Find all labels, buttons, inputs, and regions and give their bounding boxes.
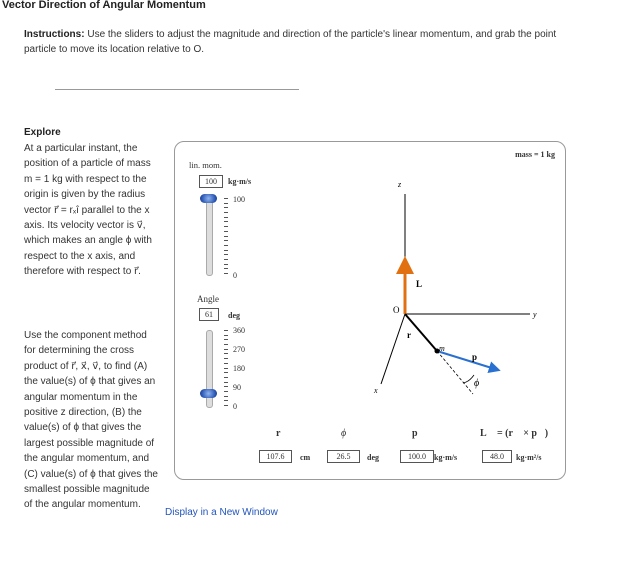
instructions [24, 27, 584, 57]
angle-unit: deg [228, 311, 240, 320]
r-readout-unit: cm [300, 453, 311, 462]
angle-tick-180: 180 [233, 364, 245, 373]
lin-mom-tick-0: 0 [233, 271, 237, 280]
instructions-text: Use the sliders to adjust the magnitude and direction of the particle's linear momentum, and grab the point particle to move its location relative to O. [24, 29, 557, 55]
angle-tick-270: 270 [233, 345, 245, 354]
L-readout-unit: kg·m²/s [516, 453, 542, 462]
divider [55, 89, 299, 90]
mass-label: mass = 1 kg [515, 150, 555, 159]
phi-readout-value: 26.5 [327, 450, 360, 463]
phi-readout-symbol: ϕ [341, 428, 347, 439]
page-title: Vector Direction of Angular Momentum [2, 0, 206, 11]
lin-mom-tick-100: 100 [233, 195, 245, 204]
simulation-applet[interactable] [174, 141, 566, 480]
L-readout-value: 48.0 [482, 450, 512, 463]
p-readout-symbol: p⃗ [412, 428, 426, 439]
r-readout-symbol: r⃗ [276, 428, 289, 439]
momentum-arrow [437, 351, 495, 369]
x-axis-label: x [374, 386, 378, 395]
explore-paragraph-1: At a particular instant, the position of a particle of mass m = 1 kg with respect to the origin is given by the radius vector r⃗ = rₓî parallel to the x axis. Its velocity vector is v⃗, which makes an angle ϕ with respect to the x axis, and therefore with respect to r⃗. [24, 143, 152, 278]
angle-tick-0: 0 [233, 402, 237, 411]
lin-mom-input[interactable]: 100 [199, 175, 223, 188]
explore-paragraph-2: Use the component method for determining the cross product of r⃗, x⃗, v⃗, to find (A) the value(s) of ϕ that gives an angular momentum in the positive z direction, (B) the value(s) of ϕ that gives the largest possible magnitude of the angular momentum, and (C) value(s) of ϕ that gives the smallest possible magnitude of the angular momentum. [24, 330, 158, 511]
z-axis-label: z [398, 180, 402, 189]
angle-label: Angle [197, 294, 219, 304]
p-readout-unit: kg·m/s [434, 453, 458, 462]
display-new-window-link[interactable]: Display in a New Window [165, 507, 278, 518]
phi-arc [463, 375, 474, 383]
angle-tick-360: 360 [233, 326, 245, 335]
phi-label: ϕ [474, 378, 480, 389]
phi-readout-unit: deg [367, 453, 379, 462]
explore-heading: Explore [24, 127, 61, 138]
y-axis-label: y [533, 310, 537, 319]
p-readout-value: 100.0 [400, 450, 434, 463]
p-vector-label: p⃗ [472, 352, 485, 362]
lin-mom-unit: kg·m/s [228, 177, 252, 186]
origin-label: O [393, 305, 400, 315]
lin-mom-label: lin. mom. [189, 160, 222, 170]
L-vector-label: L⃗ [416, 279, 430, 289]
r-readout-value: 107.6 [259, 450, 292, 463]
x-axis [381, 314, 405, 384]
particle-mass-label: m [439, 344, 445, 353]
instructions-label: Instructions: [24, 29, 85, 40]
r-vector-label: r⃗ [407, 330, 418, 340]
angle-input[interactable]: 61 [199, 308, 219, 321]
angle-tick-90: 90 [233, 383, 241, 392]
L-readout-symbol: L⃗ = (r⃗ × p⃗) [480, 428, 549, 439]
